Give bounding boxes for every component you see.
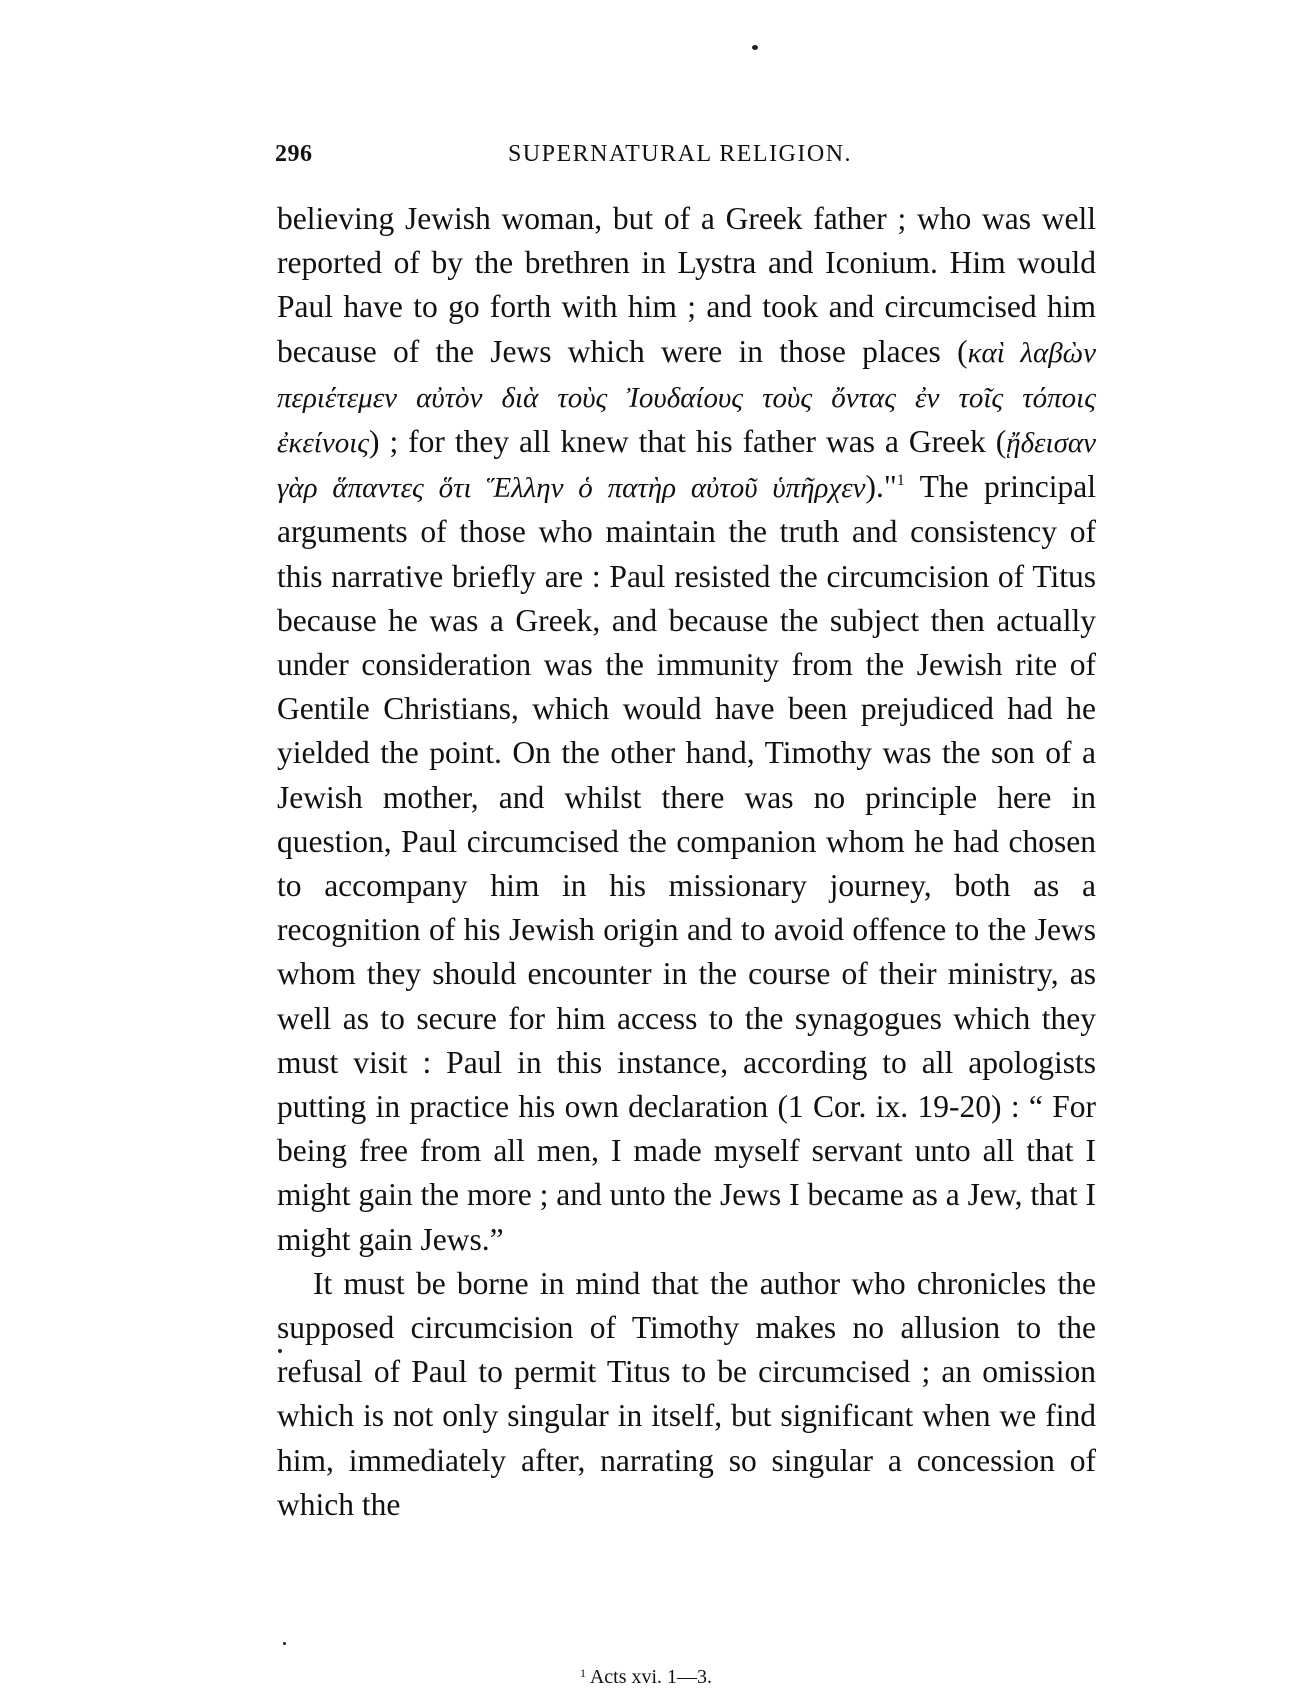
running-title: SUPERNATURAL RELIGION. [507,141,853,167]
footnote-marker: 1 [579,1666,586,1680]
scan-speck [278,1349,282,1353]
scan-speck [283,1642,286,1645]
page-number: 296 [275,141,313,167]
paragraph-1-text-b: ) ; for they all knew that his father was a Greek ( [369,424,1007,460]
paragraph-1-text-c: )." [865,469,897,505]
footnote-reference: 1 [896,472,905,490]
paragraph-1-text-a: believing Jewish woman, but of a Greek father ; who was well reported of by the brethren in Lystra and Iconium. Him would Paul have to go forth with him ; and took and circumcised him because of the Jews which were in those places ( [277,201,1096,369]
paragraph-1-text-d: The principal arguments of those who maintain the truth and consistency of this narrative briefly are : Paul resisted the circumcision of Titus because he was a Greek, and because the subject then actually under consideration was the immunity from the Jewish rite of Gentile Christians, which would have been prejudiced had he yielded the point. On the other hand, Timothy was the son of a Jewish mother, and whilst there was no principle here in question, Paul circumcised the companion whom he had chosen to accompany him in his missionary journey, both as a recognition of his Jewish origin and to avoid offence to the Jews whom they should encounter in the course of their ministry, as well as to secure for him access to the synagogues which they must visit : Paul in this instance, according to all apologists putting in practice his own declaration (1 Cor. ix. 19-20) : “ For being free from all men, I made myself servant unto all that I might gain the more ; and unto the Jews I became as a Jew, that I might gain Jews.” [277,469,1096,1257]
greek-quotation-2: ᾔδεισαν γὰρ ἅπαντες ὅτι Ἕλλην ὁ πατὴρ αὐτοῦ ὑπῆρχεν [277,427,1096,505]
paragraph-1 [277,197,1096,1262]
body-text [277,197,1096,1527]
greek-quotation-1: καὶ λαβὼν περιέτεμεν αὐτὸν διὰ τοὺς Ἰουδαίους τοὺς ὄντας ἐν τοῖς τόποις ἐκείνοις [277,336,1096,460]
paragraph-2: It must be borne in mind that the author who chronicles the supposed circumcision of Timothy makes no allusion to the refusal of Paul to permit Titus to be circumcised ; an omission which is not only singular in itself, but significant when we find him, immediately after, narrating so singular a concession of which the [277,1265,1096,1522]
page-header [275,135,1085,175]
footnote [0,1666,1292,1689]
footnote-text: Acts xvi. 1—3. [589,1666,713,1688]
scan-speck [752,45,758,50]
